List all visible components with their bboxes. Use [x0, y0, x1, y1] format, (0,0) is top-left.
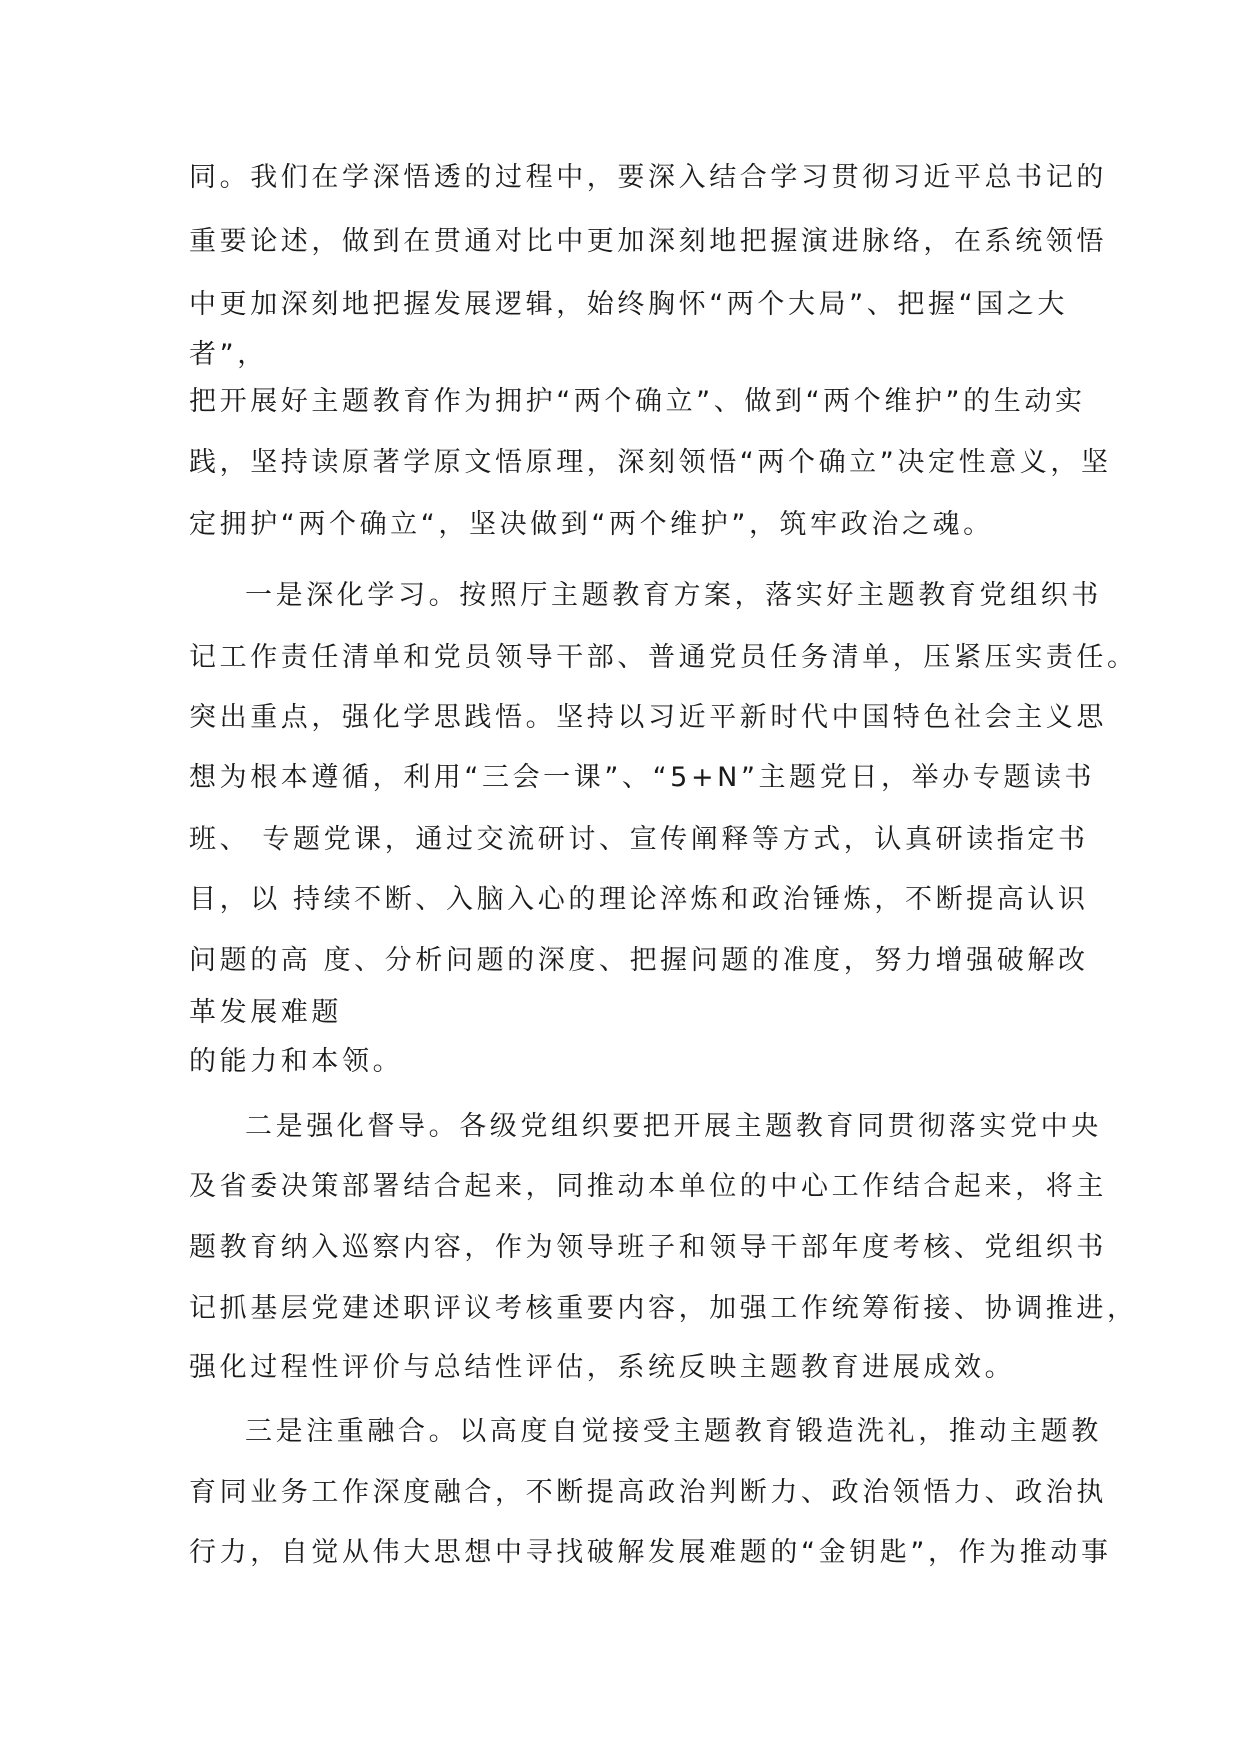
text-line: 突出重点，强化学思践悟。坚持以习近平新时代中国特色社会主义思: [189, 702, 1107, 733]
text-line: 题教育纳入巡察内容，作为领导班子和领导干部年度考核、党组织书: [189, 1232, 1107, 1263]
paragraph-first-line: 三是注重融合。以高度自觉接受主题教育锻造洗礼，推动主题教: [245, 1416, 1102, 1447]
text-line: 育同业务工作深度融合，不断提高政治判断力、政治领悟力、政治执: [189, 1477, 1107, 1508]
text-line: 目，以 持续不断、入脑入心的理论淬炼和政治锤炼，不断提高认识: [189, 884, 1089, 915]
text-line: 班、 专题党课，通过交流研讨、宣传阐释等方式，认真研读指定书: [189, 824, 1089, 855]
text-line: 把开展好主题教育作为拥护“两个确立”、做到“两个维护”的生动实: [189, 386, 1086, 417]
text-line: 问题的高 度、分析问题的深度、把握问题的准度，努力增强破解改: [189, 945, 1089, 976]
text-line: 重要论述，做到在贯通对比中更加深刻地把握演进脉络，在系统领悟: [189, 226, 1107, 257]
text-line: 强化过程性评价与总结性评估，系统反映主题教育进展成效。: [189, 1352, 1016, 1383]
text-line: 定拥护“两个确立“，坚决做到“两个维护”，筑牢政治之魂。: [189, 509, 994, 540]
text-line: 记工作责任清单和党员领导干部、普通党员任务清单，压紧压实责任。: [189, 642, 1138, 673]
text-line: 及省委决策部署结合起来，同推动本单位的中心工作结合起来，将主: [189, 1171, 1107, 1202]
text-line: 的能力和本领。: [189, 1046, 404, 1077]
text-line: 行力，自觉从伟大思想中寻找破解发展难题的“金钥匙”，作为推动事: [189, 1537, 1112, 1568]
text-line: 中更加深刻地把握发展逻辑，始终胸怀“两个大局”、把握“国之大: [189, 289, 1068, 320]
text-line: 记抓基层党建述职评议考核重要内容，加强工作统筹衔接、协调推进，: [189, 1293, 1138, 1324]
paragraph-first-line: 一是深化学习。按照厅主题教育方案，落实好主题教育党组织书: [245, 580, 1102, 611]
text-line: 者”，: [189, 339, 268, 370]
text-line: 践，坚持读原著学原文悟原理，深刻领悟“两个确立”决定性意义，坚: [189, 447, 1112, 478]
paragraph-first-line: 二是强化督导。各级党组织要把开展主题教育同贯彻落实党中央: [245, 1111, 1102, 1142]
text-line: 想为根本遵循，利用“三会一课”、“5+N”主题党日，举办专题读书: [189, 762, 1096, 793]
text-line: 同。我们在学深悟透的过程中，要深入结合学习贯彻习近平总书记的: [189, 162, 1107, 193]
text-line: 革发展难题: [189, 997, 342, 1028]
